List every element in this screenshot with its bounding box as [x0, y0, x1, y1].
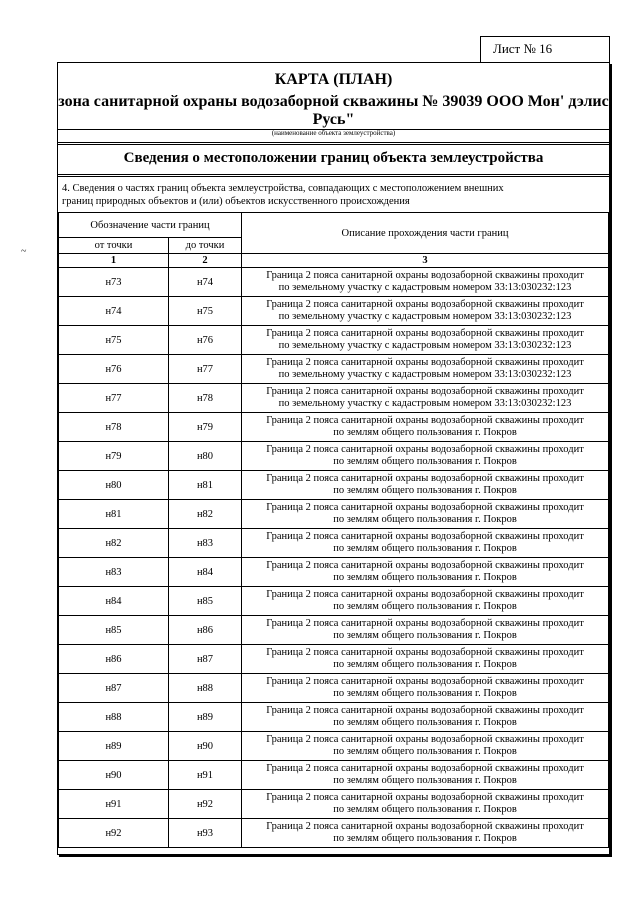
to-point: н92	[169, 790, 242, 819]
table-row	[59, 761, 609, 790]
to-point: н78	[169, 384, 242, 413]
table-row	[59, 413, 609, 442]
to-point: н84	[169, 558, 242, 587]
table-row	[59, 674, 609, 703]
section-note-line1: 4. Сведения о частях границ объекта землеустройства, совпадающих с местоположением внешних	[62, 183, 504, 194]
description-line1: Граница 2 пояса санитарной охраны водозаборной скважины проходит	[266, 473, 584, 484]
to-point: н85	[169, 587, 242, 616]
to-point: н80	[169, 442, 242, 471]
to-point: н74	[169, 268, 242, 297]
table-row	[59, 529, 609, 558]
document-frame	[57, 62, 610, 855]
description-line2: по землям общего пользования г. Покров	[333, 659, 517, 670]
section-note	[62, 182, 605, 208]
description-line2: по землям общего пользования г. Покров	[333, 456, 517, 467]
from-point: н83	[59, 558, 169, 587]
from-point: н81	[59, 500, 169, 529]
from-point: н86	[59, 645, 169, 674]
description-line1: Граница 2 пояса санитарной охраны водозаборной скважины проходит	[266, 676, 584, 687]
description-line1: Граница 2 пояса санитарной охраны водозаборной скважины проходит	[266, 792, 584, 803]
from-point: н88	[59, 703, 169, 732]
description-line2: по землям общего пользования г. Покров	[333, 427, 517, 438]
description-line1: Граница 2 пояса санитарной охраны водозаборной скважины проходит	[266, 705, 584, 716]
description-line1: Граница 2 пояса санитарной охраны водозаборной скважины проходит	[266, 328, 584, 339]
description-line2: по землям общего пользования г. Покров	[333, 601, 517, 612]
col-number-1: 1	[59, 254, 169, 268]
to-point: н91	[169, 761, 242, 790]
description-line2: по землям общего пользования г. Покров	[333, 717, 517, 728]
description-line2: по земельному участку с кадастровым номером 33:13:030232:123	[278, 311, 572, 322]
from-point: н80	[59, 471, 169, 500]
description-line2: по землям общего пользования г. Покров	[333, 804, 517, 815]
document-subtitle-line2: Русь"	[312, 111, 355, 128]
from-point: н89	[59, 732, 169, 761]
description-line1: Граница 2 пояса санитарной охраны водозаборной скважины проходит	[266, 821, 584, 832]
section-divider-bottom-double	[58, 176, 609, 177]
to-point: н90	[169, 732, 242, 761]
from-point: н78	[59, 413, 169, 442]
section-divider-top-double	[58, 144, 609, 145]
section-title: Сведения о местоположении границ объекта землеустройства	[123, 150, 544, 166]
table-row	[59, 645, 609, 674]
col-number-2: 2	[169, 254, 242, 268]
table-row	[59, 297, 609, 326]
description-line1: Граница 2 пояса санитарной охраны водозаборной скважины проходит	[266, 415, 584, 426]
table-row	[59, 819, 609, 848]
boundary-description	[242, 384, 609, 413]
description-line2: по землям общего пользования г. Покров	[333, 746, 517, 757]
from-point: н79	[59, 442, 169, 471]
boundary-description	[242, 529, 609, 558]
from-point: н77	[59, 384, 169, 413]
description-line1: Граница 2 пояса санитарной охраны водозаборной скважины проходит	[266, 270, 584, 281]
from-point: н76	[59, 355, 169, 384]
boundary-description	[242, 558, 609, 587]
from-point: н75	[59, 326, 169, 355]
description-line2: по землям общего пользования г. Покров	[333, 688, 517, 699]
table-row	[59, 326, 609, 355]
table-row	[59, 732, 609, 761]
table-row	[59, 355, 609, 384]
description-line2: по земельному участку с кадастровым номером 33:13:030232:123	[278, 282, 572, 293]
from-point: н74	[59, 297, 169, 326]
table-row	[59, 790, 609, 819]
table-row	[59, 442, 609, 471]
description-line1: Граница 2 пояса санитарной охраны водозаборной скважины проходит	[266, 560, 584, 571]
description-line2: по земельному участку с кадастровым номером 33:13:030232:123	[278, 340, 572, 351]
description-line1: Граница 2 пояса санитарной охраны водозаборной скважины проходит	[266, 444, 584, 455]
document-title: КАРТА (ПЛАН)	[274, 71, 393, 88]
header-to: до точки	[169, 238, 242, 254]
description-line1: Граница 2 пояса санитарной охраны водозаборной скважины проходит	[266, 357, 584, 368]
to-point: н83	[169, 529, 242, 558]
boundary-description	[242, 413, 609, 442]
description-line2: по землям общего пользования г. Покров	[333, 514, 517, 525]
col-number-3: 3	[242, 254, 609, 268]
to-point: н76	[169, 326, 242, 355]
description-line1: Граница 2 пояса санитарной охраны водозаборной скважины проходит	[266, 589, 584, 600]
boundary-description	[242, 674, 609, 703]
from-point: н91	[59, 790, 169, 819]
to-point: н88	[169, 674, 242, 703]
description-line1: Граница 2 пояса санитарной охраны водозаборной скважины проходит	[266, 647, 584, 658]
description-line2: по землям общего пользования г. Покров	[333, 833, 517, 844]
document-subtitle-line1: зона санитарной охраны водозаборной скважины № 39039 ООО Мон' дэлис	[58, 93, 609, 110]
description-line2: по земельному участку с кадастровым номером 33:13:030232:123	[278, 369, 572, 380]
section-note-line2: границ природных объектов и (или) объектов искусственного происхождения	[62, 196, 410, 207]
boundary-description	[242, 732, 609, 761]
boundary-description	[242, 471, 609, 500]
description-line2: по земельному участку с кадастровым номером 33:13:030232:123	[278, 398, 572, 409]
from-point: н85	[59, 616, 169, 645]
table-row	[59, 471, 609, 500]
boundary-description	[242, 587, 609, 616]
description-line2: по землям общего пользования г. Покров	[333, 572, 517, 583]
table-row	[59, 384, 609, 413]
table-row	[59, 268, 609, 297]
boundary-description	[242, 326, 609, 355]
description-line1: Граница 2 пояса санитарной охраны водозаборной скважины проходит	[266, 763, 584, 774]
table-row	[59, 703, 609, 732]
description-line1: Граница 2 пояса санитарной охраны водозаборной скважины проходит	[266, 299, 584, 310]
to-point: н81	[169, 471, 242, 500]
description-line2: по землям общего пользования г. Покров	[333, 485, 517, 496]
table-row	[59, 587, 609, 616]
to-point: н87	[169, 645, 242, 674]
description-line2: по землям общего пользования г. Покров	[333, 630, 517, 641]
description-line1: Граница 2 пояса санитарной охраны водозаборной скважины проходит	[266, 734, 584, 745]
scan-mark: ~	[21, 246, 27, 257]
from-point: н73	[59, 268, 169, 297]
boundary-description	[242, 297, 609, 326]
from-point: н82	[59, 529, 169, 558]
section-divider-top	[58, 142, 609, 143]
to-point: н86	[169, 616, 242, 645]
table-body	[59, 268, 609, 848]
header-parts: Обозначение части границ	[59, 213, 242, 238]
from-point: н90	[59, 761, 169, 790]
boundary-description	[242, 703, 609, 732]
boundary-table	[58, 212, 609, 848]
to-point: н93	[169, 819, 242, 848]
table-row	[59, 500, 609, 529]
boundary-description	[242, 819, 609, 848]
from-point: н92	[59, 819, 169, 848]
description-line1: Граница 2 пояса санитарной охраны водозаборной скважины проходит	[266, 502, 584, 513]
boundary-description	[242, 616, 609, 645]
description-line1: Граница 2 пояса санитарной охраны водозаборной скважины проходит	[266, 531, 584, 542]
naming-caption: (наименование объекта землеустройства)	[271, 129, 396, 137]
description-line2: по землям общего пользования г. Покров	[333, 775, 517, 786]
from-point: н84	[59, 587, 169, 616]
table-row	[59, 558, 609, 587]
to-point: н89	[169, 703, 242, 732]
header-from: от точки	[59, 238, 169, 254]
section-divider-bottom	[58, 174, 609, 175]
from-point: н87	[59, 674, 169, 703]
boundary-description	[242, 442, 609, 471]
header-description: Описание прохождения части границ	[242, 213, 609, 254]
boundary-description	[242, 355, 609, 384]
description-line1: Граница 2 пояса санитарной охраны водозаборной скважины проходит	[266, 386, 584, 397]
to-point: н77	[169, 355, 242, 384]
to-point: н82	[169, 500, 242, 529]
description-line1: Граница 2 пояса санитарной охраны водозаборной скважины проходит	[266, 618, 584, 629]
boundary-description	[242, 790, 609, 819]
sheet-number: Лист № 16	[493, 41, 553, 56]
to-point: н75	[169, 297, 242, 326]
table-row	[59, 616, 609, 645]
boundary-description	[242, 268, 609, 297]
boundary-description	[242, 761, 609, 790]
boundary-description	[242, 645, 609, 674]
boundary-description	[242, 500, 609, 529]
to-point: н79	[169, 413, 242, 442]
description-line2: по землям общего пользования г. Покров	[333, 543, 517, 554]
